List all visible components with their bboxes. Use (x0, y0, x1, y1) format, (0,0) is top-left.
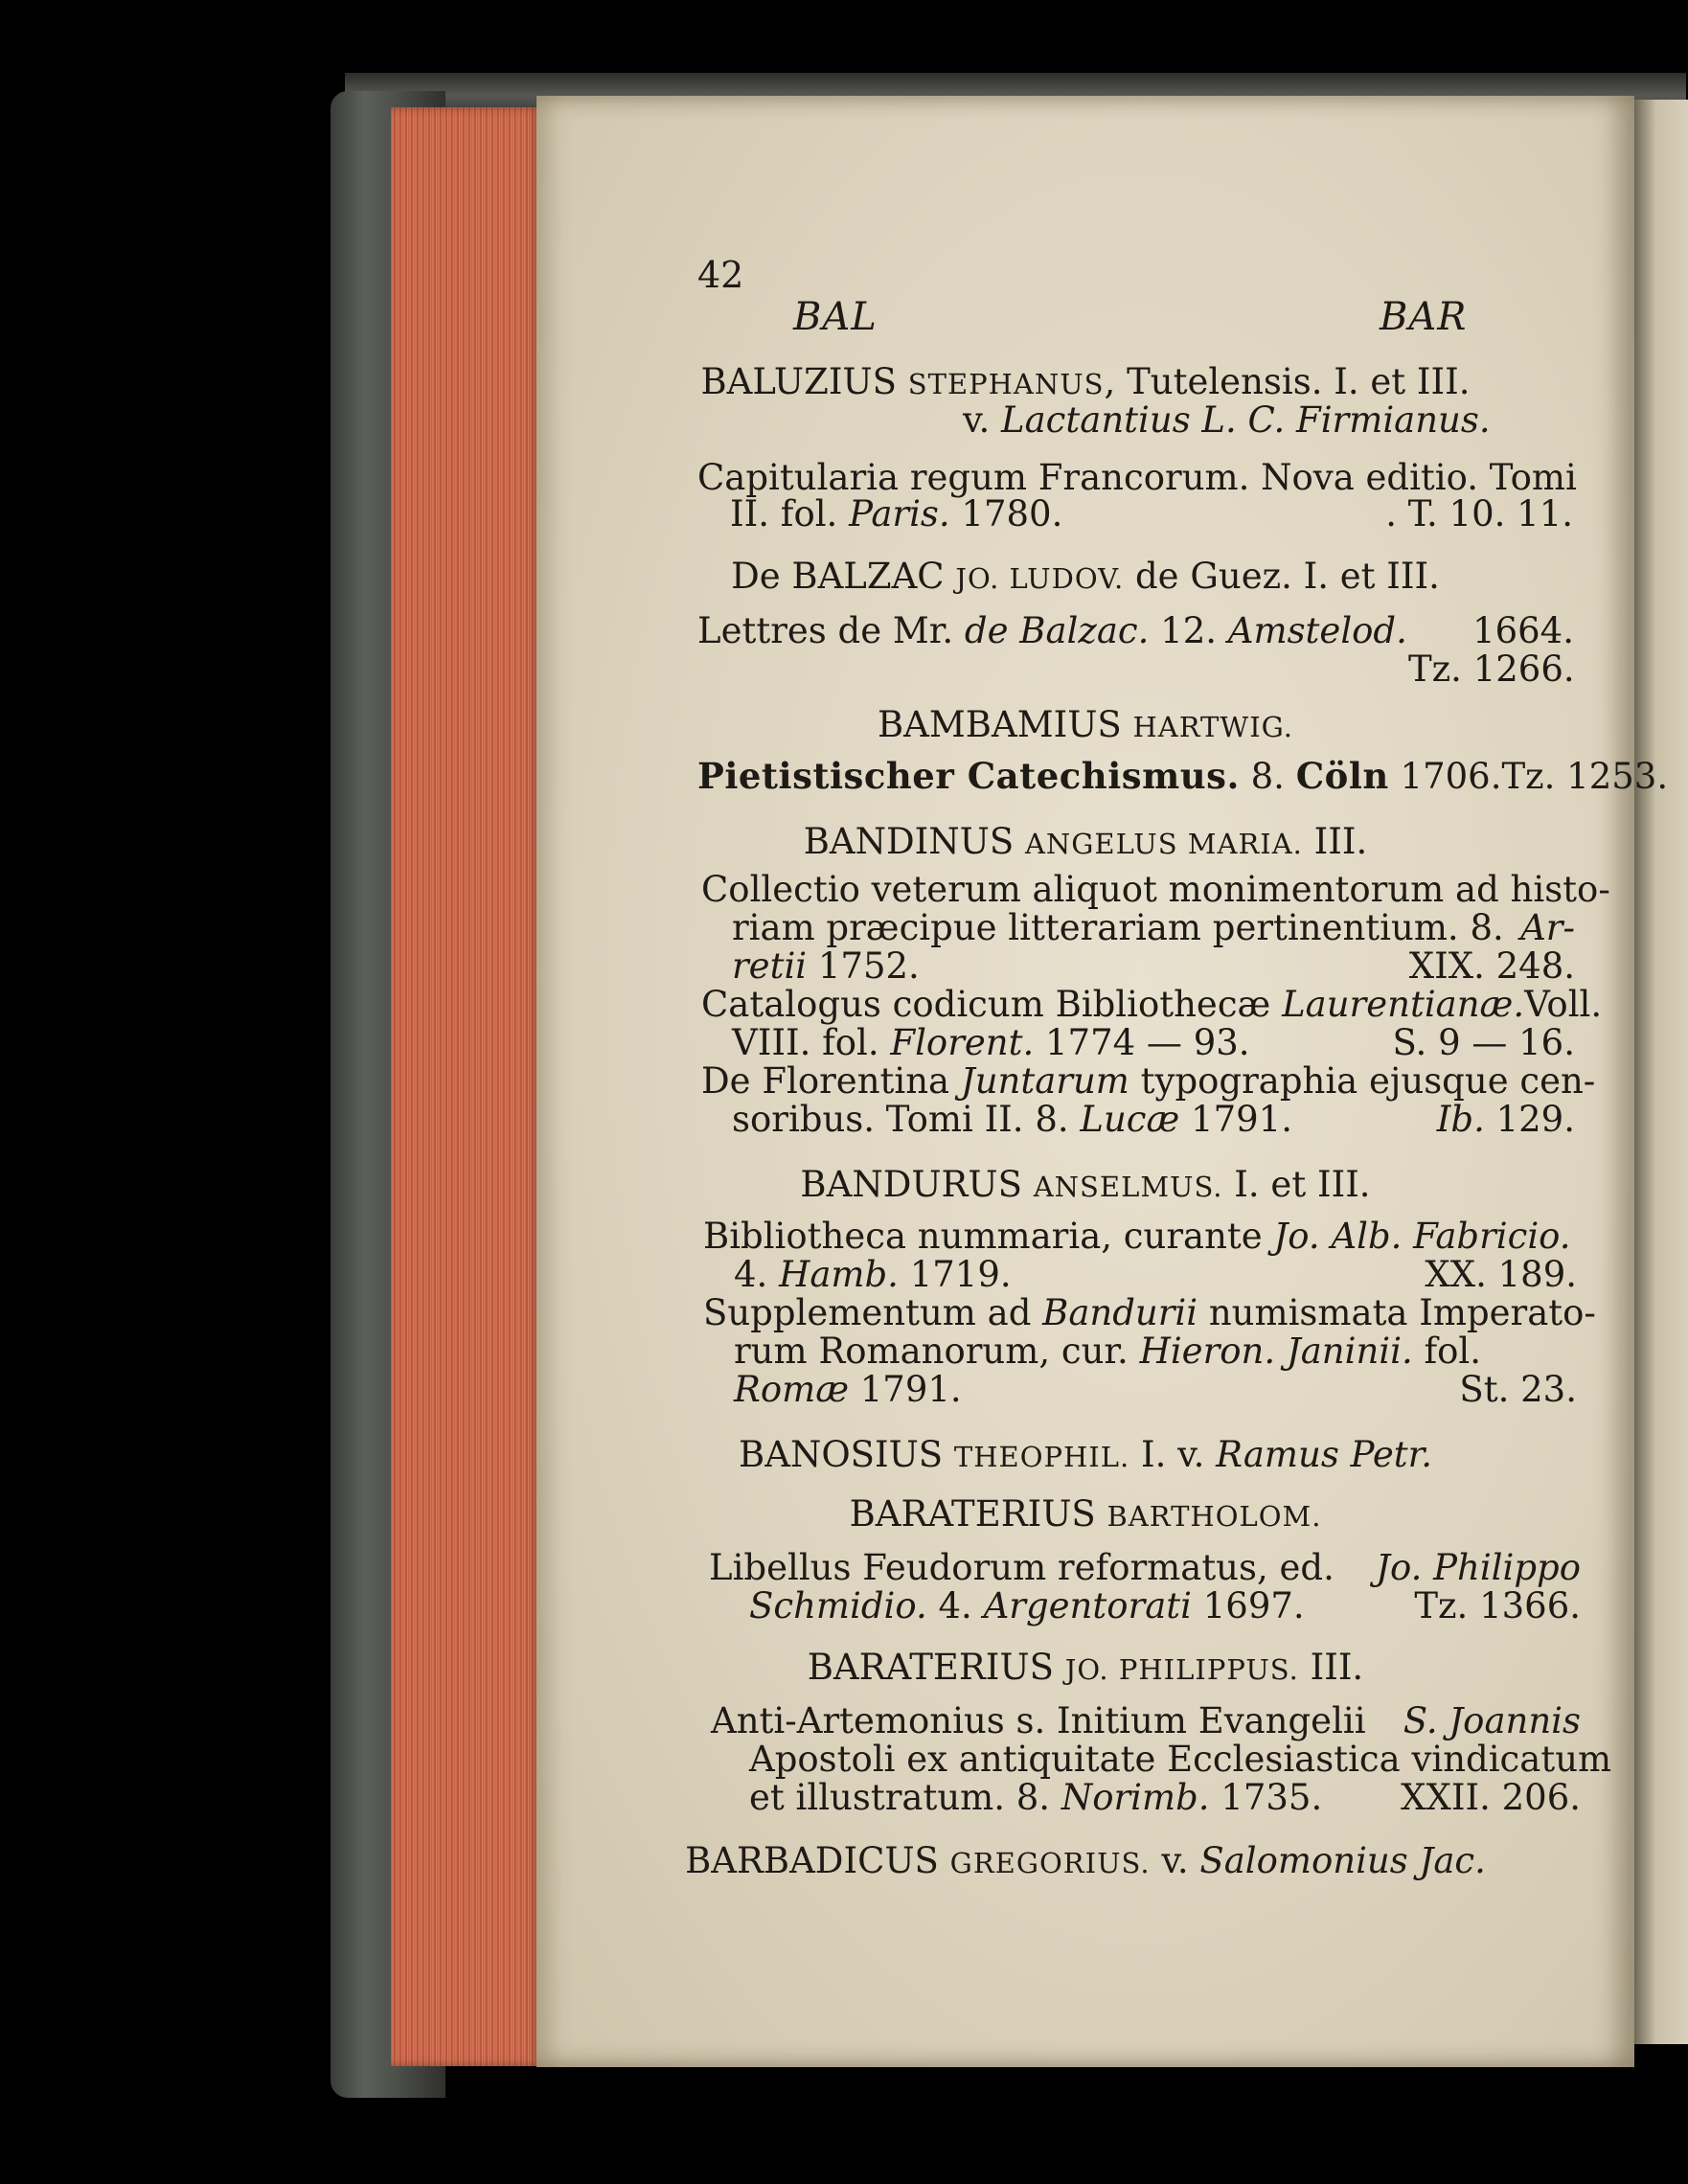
entry-text: Romæ 1791. St. 23. (734, 1369, 1577, 1410)
entry-text: soribus. Tomi II. 8. Lucæ 1791. Ib. 129. (732, 1099, 1575, 1140)
running-head-left: BAL (793, 295, 878, 339)
entry-heading: BANDINUS ANGELUS MARIA. III. (803, 821, 1368, 862)
entry-text: retii 1752. XIX. 248. (732, 945, 1575, 987)
entry-text: Schmidio. 4. Argentorati 1697. Tz. 1366. (749, 1585, 1581, 1627)
entry-text: Bibliotheca nummaria, curante Jo. Alb. Fabricio. (703, 1216, 1571, 1257)
entry-text: rum Romanorum, cur. Hieron. Janinii. fol. (734, 1331, 1482, 1372)
page-number: 42 (697, 254, 744, 296)
entry-text: Libellus Feudorum reformatus, ed. Jo. Philippo (709, 1547, 1581, 1588)
entry-text: VIII. fol. Florent. 1774 — 93. S. 9 — 16. (732, 1022, 1575, 1063)
entry-text: Pietistischer Catechismus. 8. Cöln 1706. Tz. 1253. (697, 755, 1669, 797)
entry-text: Collectio veterum aliquot monimentorum ad histo- (701, 869, 1610, 910)
page-edges (391, 107, 542, 2066)
entry-text: Anti-Artemonius s. Initium Evangelii S. Joannis (711, 1700, 1581, 1741)
entry-text: De Florentina Juntarum typographia ejusque cen- (701, 1060, 1596, 1102)
entry-text: Lettres de Mr. de Balzac. 12. Amstelod. 1664. (697, 610, 1574, 651)
entry-heading: De BALZAC JO. LUDOV. de Guez. I. et III. (731, 556, 1440, 597)
entry-text: II. fol. Paris. 1780. . T. 10. 11. (730, 493, 1573, 535)
entry-text: Apostoli ex antiquitate Ecclesiastica vindicatum (749, 1739, 1612, 1780)
entry-heading: BALUZIUS STEPHANUS, Tutelensis. I. et III. (700, 361, 1471, 402)
entry-heading: BARATERIUS JO. PHILIPPUS. III. (807, 1647, 1364, 1688)
entry-text: et illustratum. 8. Norimb. 1735. XXII. 206. (749, 1777, 1581, 1818)
entry-text: Catalogus codicum Bibliothecæ Laurentianæ. Voll. (701, 984, 1603, 1025)
entry-heading: BAMBAMIUS HARTWIG. (877, 704, 1293, 745)
entry-heading: BARATERIUS BARTHOLOM. (849, 1493, 1322, 1535)
entry-text: Supplementum ad Bandurii numismata Imperato- (703, 1292, 1596, 1333)
entry-heading: BARBADICUS GREGORIUS. v. Salomonius Jac. (685, 1840, 1486, 1881)
entry-heading: BANOSIUS THEOPHIL. I. v. Ramus Petr. (739, 1434, 1432, 1475)
entry-text: riam præcipue litterariam pertinentium. 8. Ar- (732, 907, 1575, 948)
cross-reference: v. Lactantius L. C. Firmianus. (963, 399, 1491, 441)
entry-heading: BANDURUS ANSELMUS. I. et III. (800, 1164, 1371, 1205)
entry-text: Capitularia regum Francorum. Nova editio. Tomi (697, 457, 1577, 498)
entry-text: 4. Hamb. 1719. XX. 189. (734, 1254, 1577, 1295)
entry-text: Tz. 1266. (1408, 648, 1575, 690)
facing-page-edge (1634, 100, 1688, 2044)
running-head-right: BAR (1380, 295, 1468, 339)
